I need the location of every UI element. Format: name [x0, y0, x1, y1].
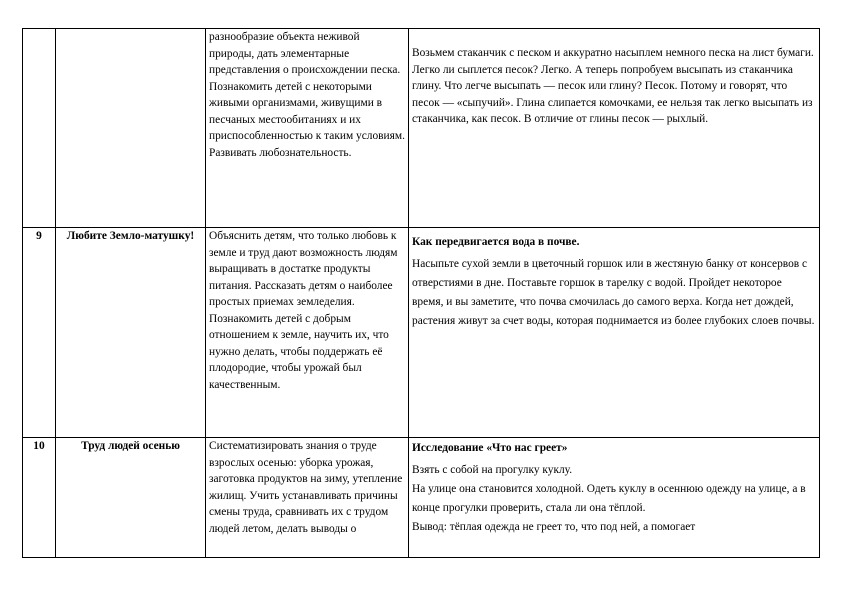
activity-line: Вывод: тёплая одежда не греет то, что под ней, а помогает — [412, 520, 696, 533]
row-number: 9 — [23, 228, 56, 438]
row-goal: Объяснить детям, что только любовь к земле и труд дают возможность людям выращивать в достатке продукты питания. Рассказать детям о наиболее простых приемах земледелия. Познакомить детей с добрым отношением к земле, научить их, что нужно делать, чтобы поддержать её плодородие, чтобы урожай был качественным. — [206, 228, 409, 438]
row-theme: Труд людей осенью — [56, 438, 206, 558]
activity-text: Возьмем стаканчик с песком и аккуратно насыплем немного песка на лист бумаги. Легко ли сыплется песок? Легко. А теперь попробуем высыпать из стаканчика глину. Что легче высыпать — песок или глину? Песок. Потому и говорят, что песок — «сыпучий». Глина слипается комочками, ее нельзя так легко высыпать из стаканчика, как песок. В отличие от глины песок — рыхлый. — [412, 47, 814, 125]
row-number: 10 — [23, 438, 56, 558]
lesson-plan-table — [22, 28, 820, 558]
row-activity — [409, 228, 820, 438]
row-theme: Любите Земло-матушку! — [56, 228, 206, 438]
table-row — [23, 228, 820, 438]
activity-line: Взять с собой на прогулку куклу. — [412, 463, 573, 476]
activity-title: Исследование «Что нас греет» — [412, 442, 568, 454]
row-activity — [409, 438, 820, 558]
activity-line: На улице она становится холодной. Одеть куклу в осеннюю одежду на улице, а в конце прогулки проверить, стала ли она тёплой. — [412, 482, 806, 514]
row-number — [23, 29, 56, 228]
row-theme — [56, 29, 206, 228]
table-row — [23, 438, 820, 558]
activity-title: Как передвигается вода в почве. — [412, 236, 580, 248]
table-row — [23, 29, 820, 228]
row-goal: разнообразие объекта неживой природы, дать элементарные представления о происхождении песка. Познакомить детей с некоторыми живыми организмами, живущими в песчаных местообитаниях и их приспособленностью к таким условиям. Развивать любознательность. — [206, 29, 409, 228]
activity-text: Насыпьте сухой земли в цветочный горшок или в жестяную банку от консервов с отверстиями в дне. Поставьте горшок в тарелку с водой. Пройдет некоторое время, и вы заметите, что почва смочилась до самого верха. Когда нет дождей, растения живут за счет воды, которая поднимается из более глубоких слоев почвы. — [412, 257, 815, 327]
row-activity — [409, 29, 820, 228]
row-goal: Систематизировать знания о труде взрослых осенью: уборка урожая, заготовка продуктов на зиму, утепление жилищ. Учить устанавливать причины смены труда, сравнивать их с трудом людей летом, делать выводы о — [206, 438, 409, 558]
